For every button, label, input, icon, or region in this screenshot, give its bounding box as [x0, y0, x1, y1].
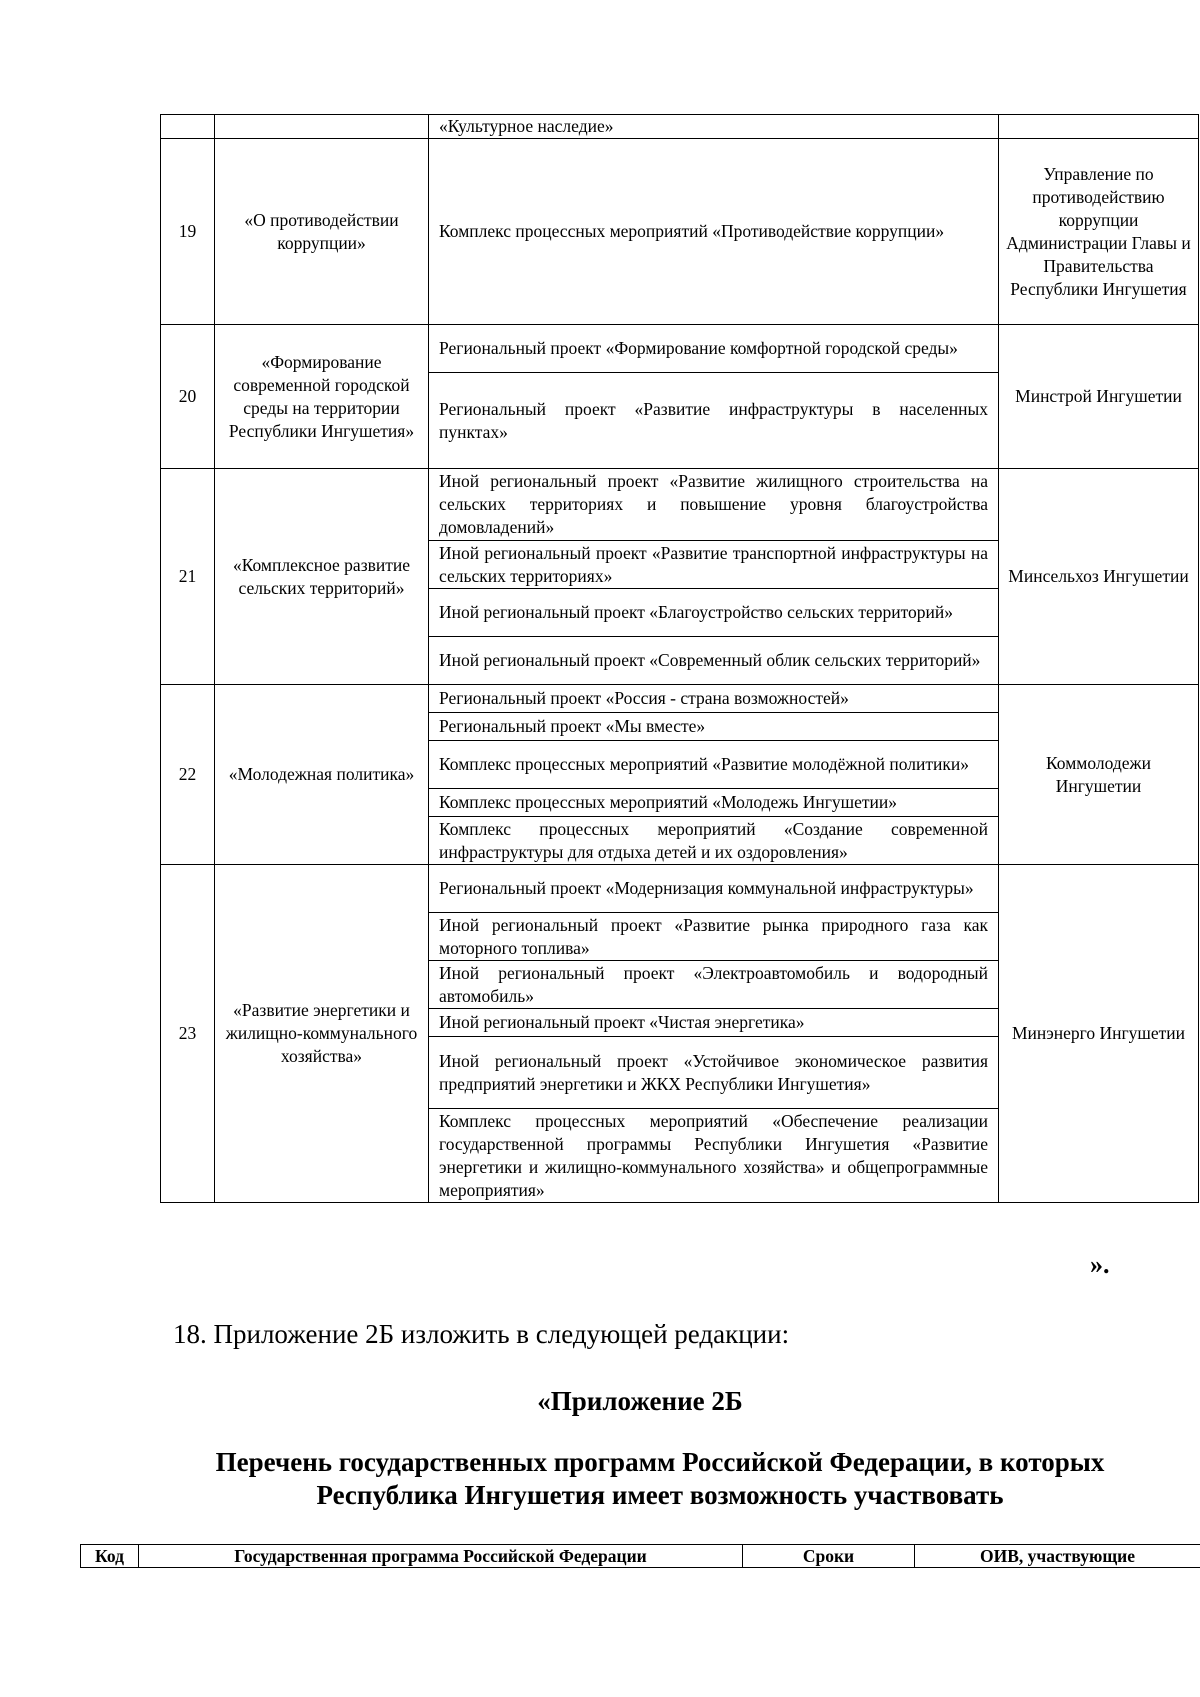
table-header-row — [81, 1545, 1200, 1568]
table-row — [161, 139, 1199, 325]
row-number-cell: 19 — [161, 139, 215, 325]
header-terms: Сроки — [743, 1545, 915, 1568]
row-number-cell — [161, 115, 215, 139]
project-cell: Комплекс процессных мероприятий «Противодействие коррупции» — [429, 139, 999, 325]
project-cell: Региональный проект «Развитие инфраструктуры в населенных пунктах» — [429, 373, 999, 469]
project-cell: Иной региональный проект «Развитие жилищного строительства на сельских территориях и повышение уровня благоустройства домовладений» — [429, 469, 999, 541]
program-cell: «Молодежная политика» — [215, 685, 429, 865]
project-cell: Иной региональный проект «Устойчивое экономическое развития предприятий энергетики и ЖКХ Республики Ингушетия» — [429, 1037, 999, 1109]
program-cell: «Формирование современной городской среды на территории Республики Ингушетия» — [215, 325, 429, 469]
appendix-title: «Приложение 2Б — [537, 1386, 743, 1416]
project-cell: Иной региональный проект «Электроавтомобиль и водородный автомобиль» — [429, 961, 999, 1009]
project-cell: Иной региональный проект «Современный облик сельских территорий» — [429, 637, 999, 685]
programs-table — [160, 114, 1199, 1203]
closing-quote: ». — [1090, 1250, 1110, 1279]
row-number-cell: 21 — [161, 469, 215, 685]
table-row — [161, 325, 1199, 373]
program-cell: «Комплексное развитие сельских территорий» — [215, 469, 429, 685]
project-cell: Региональный проект «Россия - страна возможностей» — [429, 685, 999, 713]
oiv-cell: Управление по противодействию коррупции Администрации Главы и Правительства Республики Ингушетия — [999, 139, 1199, 325]
row-number-cell: 22 — [161, 685, 215, 865]
project-cell: «Культурное наследие» — [429, 115, 999, 139]
project-cell: Комплекс процессных мероприятий «Молодежь Ингушетии» — [429, 789, 999, 817]
header-oiv: ОИВ, участвующие — [915, 1545, 1200, 1568]
oiv-cell — [999, 115, 1199, 139]
oiv-cell: Коммолодежи Ингушетии — [999, 685, 1199, 865]
row-number-cell: 20 — [161, 325, 215, 469]
header-program: Государственная программа Российской Федерации — [139, 1545, 743, 1568]
federal-programs-table — [80, 1544, 1200, 1568]
program-cell: «Развитие энергетики и жилищно-коммунального хозяйства» — [215, 865, 429, 1203]
project-cell: Иной региональный проект «Развитие транспортной инфраструктуры на сельских территориях» — [429, 541, 999, 589]
project-cell: Иной региональный проект «Благоустройство сельских территорий» — [429, 589, 999, 637]
project-cell: Региональный проект «Формирование комфортной городской среды» — [429, 325, 999, 373]
project-cell: Иной региональный проект «Развитие рынка природного газа как моторного топлива» — [429, 913, 999, 961]
list-title: Перечень государственных программ Российской Федерации, в которых Республика Ингушетия имеет возможность участвовать — [215, 1447, 1105, 1510]
table-row — [161, 865, 1199, 913]
project-cell: Региональный проект «Мы вместе» — [429, 713, 999, 741]
table-row — [161, 469, 1199, 541]
oiv-cell: Минсельхоз Ингушетии — [999, 469, 1199, 685]
row-number-cell: 23 — [161, 865, 215, 1203]
project-cell: Комплекс процессных мероприятий «Обеспечение реализации государственной программы Республики Ингушетия «Развитие энергетики и жилищно-коммунального хозяйства» и общепрограммные мероприятия» — [429, 1109, 999, 1203]
table-row — [161, 115, 1199, 139]
project-cell: Региональный проект «Модернизация коммунальной инфраструктуры» — [429, 865, 999, 913]
project-cell: Комплекс процессных мероприятий «Развитие молодёжной политики» — [429, 741, 999, 789]
item-heading: 18. Приложение 2Б изложить в следующей редакции: — [173, 1319, 790, 1349]
header-code: Код — [81, 1545, 139, 1568]
program-cell: «О противодействии коррупции» — [215, 139, 429, 325]
program-cell — [215, 115, 429, 139]
table-row — [161, 685, 1199, 713]
oiv-cell: Минстрой Ингушетии — [999, 325, 1199, 469]
project-cell: Иной региональный проект «Чистая энергетика» — [429, 1009, 999, 1037]
oiv-cell: Минэнерго Ингушетии — [999, 865, 1199, 1203]
project-cell: Комплекс процессных мероприятий «Создание современной инфраструктуры для отдыха детей и их оздоровления» — [429, 817, 999, 865]
